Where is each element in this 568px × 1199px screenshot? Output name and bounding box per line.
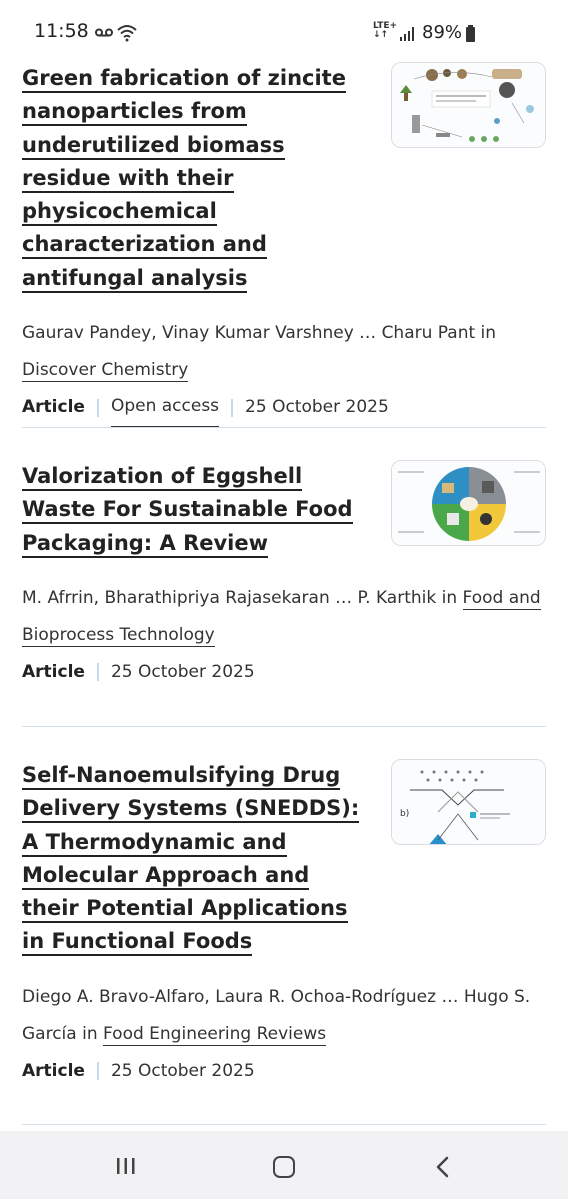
article-card bbox=[22, 460, 546, 691]
article-card bbox=[22, 759, 546, 1090]
publication-date: 25 October 2025 bbox=[110, 661, 255, 682]
network-label: LTE+ bbox=[373, 21, 398, 31]
article-divider bbox=[22, 1124, 546, 1125]
article-meta bbox=[22, 389, 546, 426]
lte-icon: LTE+ ↓↑ bbox=[373, 21, 398, 40]
content-type-label: Article bbox=[22, 661, 85, 682]
article-thumbnail[interactable] bbox=[391, 759, 546, 845]
journal-link[interactable]: Food Engineering Reviews bbox=[103, 1023, 327, 1044]
article-title-link[interactable] bbox=[22, 759, 362, 959]
content-type-label: Article bbox=[22, 397, 85, 418]
status-bar bbox=[0, 0, 568, 64]
meta-separator bbox=[97, 399, 99, 417]
article-thumbnail[interactable] bbox=[391, 62, 546, 148]
content-type-label: Article bbox=[22, 1060, 85, 1081]
article-title-link[interactable] bbox=[22, 62, 362, 295]
article-meta bbox=[22, 1053, 546, 1090]
publication-date: 25 October 2025 bbox=[245, 397, 389, 418]
meta-separator bbox=[97, 663, 99, 681]
signal-icon bbox=[400, 26, 416, 41]
article-title-text[interactable]: Valorization of Eggshell Waste For Sustainable Food Packaging: A Review bbox=[22, 464, 353, 558]
article-card bbox=[22, 62, 546, 426]
article-divider bbox=[22, 427, 546, 428]
graphical-abstract-image bbox=[392, 63, 546, 148]
svg-text:b): b) bbox=[400, 809, 410, 819]
article-authors bbox=[22, 979, 546, 1053]
voicemail-icon bbox=[95, 28, 113, 37]
authors-text: M. Afrrin, Bharathipriya Rajasekaran … P. Karthik in bbox=[22, 587, 463, 608]
wifi-icon bbox=[117, 24, 137, 42]
open-access-link[interactable]: Open access bbox=[111, 388, 219, 427]
article-authors bbox=[22, 580, 546, 654]
graphical-abstract-image bbox=[392, 461, 546, 546]
article-divider bbox=[22, 726, 546, 727]
authors-text: Diego A. Bravo-Alfaro, Laura R. Ochoa-Rodríguez … Hugo S. García in bbox=[22, 986, 531, 1044]
article-title-text[interactable]: Self-Nanoemulsifying Drug Delivery Systems (SNEDDS): A Thermodynamic and Molecular Approach and their Potential Applications in Functional Foods bbox=[22, 763, 359, 956]
meta-separator bbox=[97, 1062, 99, 1080]
recent-apps-icon[interactable] bbox=[116, 1157, 136, 1175]
authors-text: Gaurav Pandey, Vinay Kumar Varshney … Charu Pant in bbox=[22, 323, 497, 344]
graphical-abstract-image bbox=[392, 760, 546, 845]
article-meta bbox=[22, 654, 546, 691]
journal-link[interactable]: Food and Bioprocess Technology bbox=[22, 587, 541, 645]
battery-icon bbox=[466, 27, 475, 42]
back-icon[interactable] bbox=[435, 1156, 451, 1178]
system-nav-bar bbox=[0, 1131, 568, 1199]
article-thumbnail[interactable] bbox=[391, 460, 546, 546]
meta-separator bbox=[231, 399, 233, 417]
home-icon[interactable] bbox=[273, 1156, 295, 1178]
status-time: 11:58 bbox=[34, 20, 89, 42]
article-title-text[interactable]: Green fabrication of zincite nanoparticles from underutilized biomass residue with their physicochemical characterization and antifungal analysis bbox=[22, 66, 346, 293]
battery-percent: 89% bbox=[422, 22, 463, 43]
publication-date: 25 October 2025 bbox=[110, 1060, 255, 1081]
article-authors bbox=[22, 315, 546, 389]
article-title-link[interactable] bbox=[22, 460, 362, 560]
journal-link[interactable]: Discover Chemistry bbox=[22, 360, 189, 381]
